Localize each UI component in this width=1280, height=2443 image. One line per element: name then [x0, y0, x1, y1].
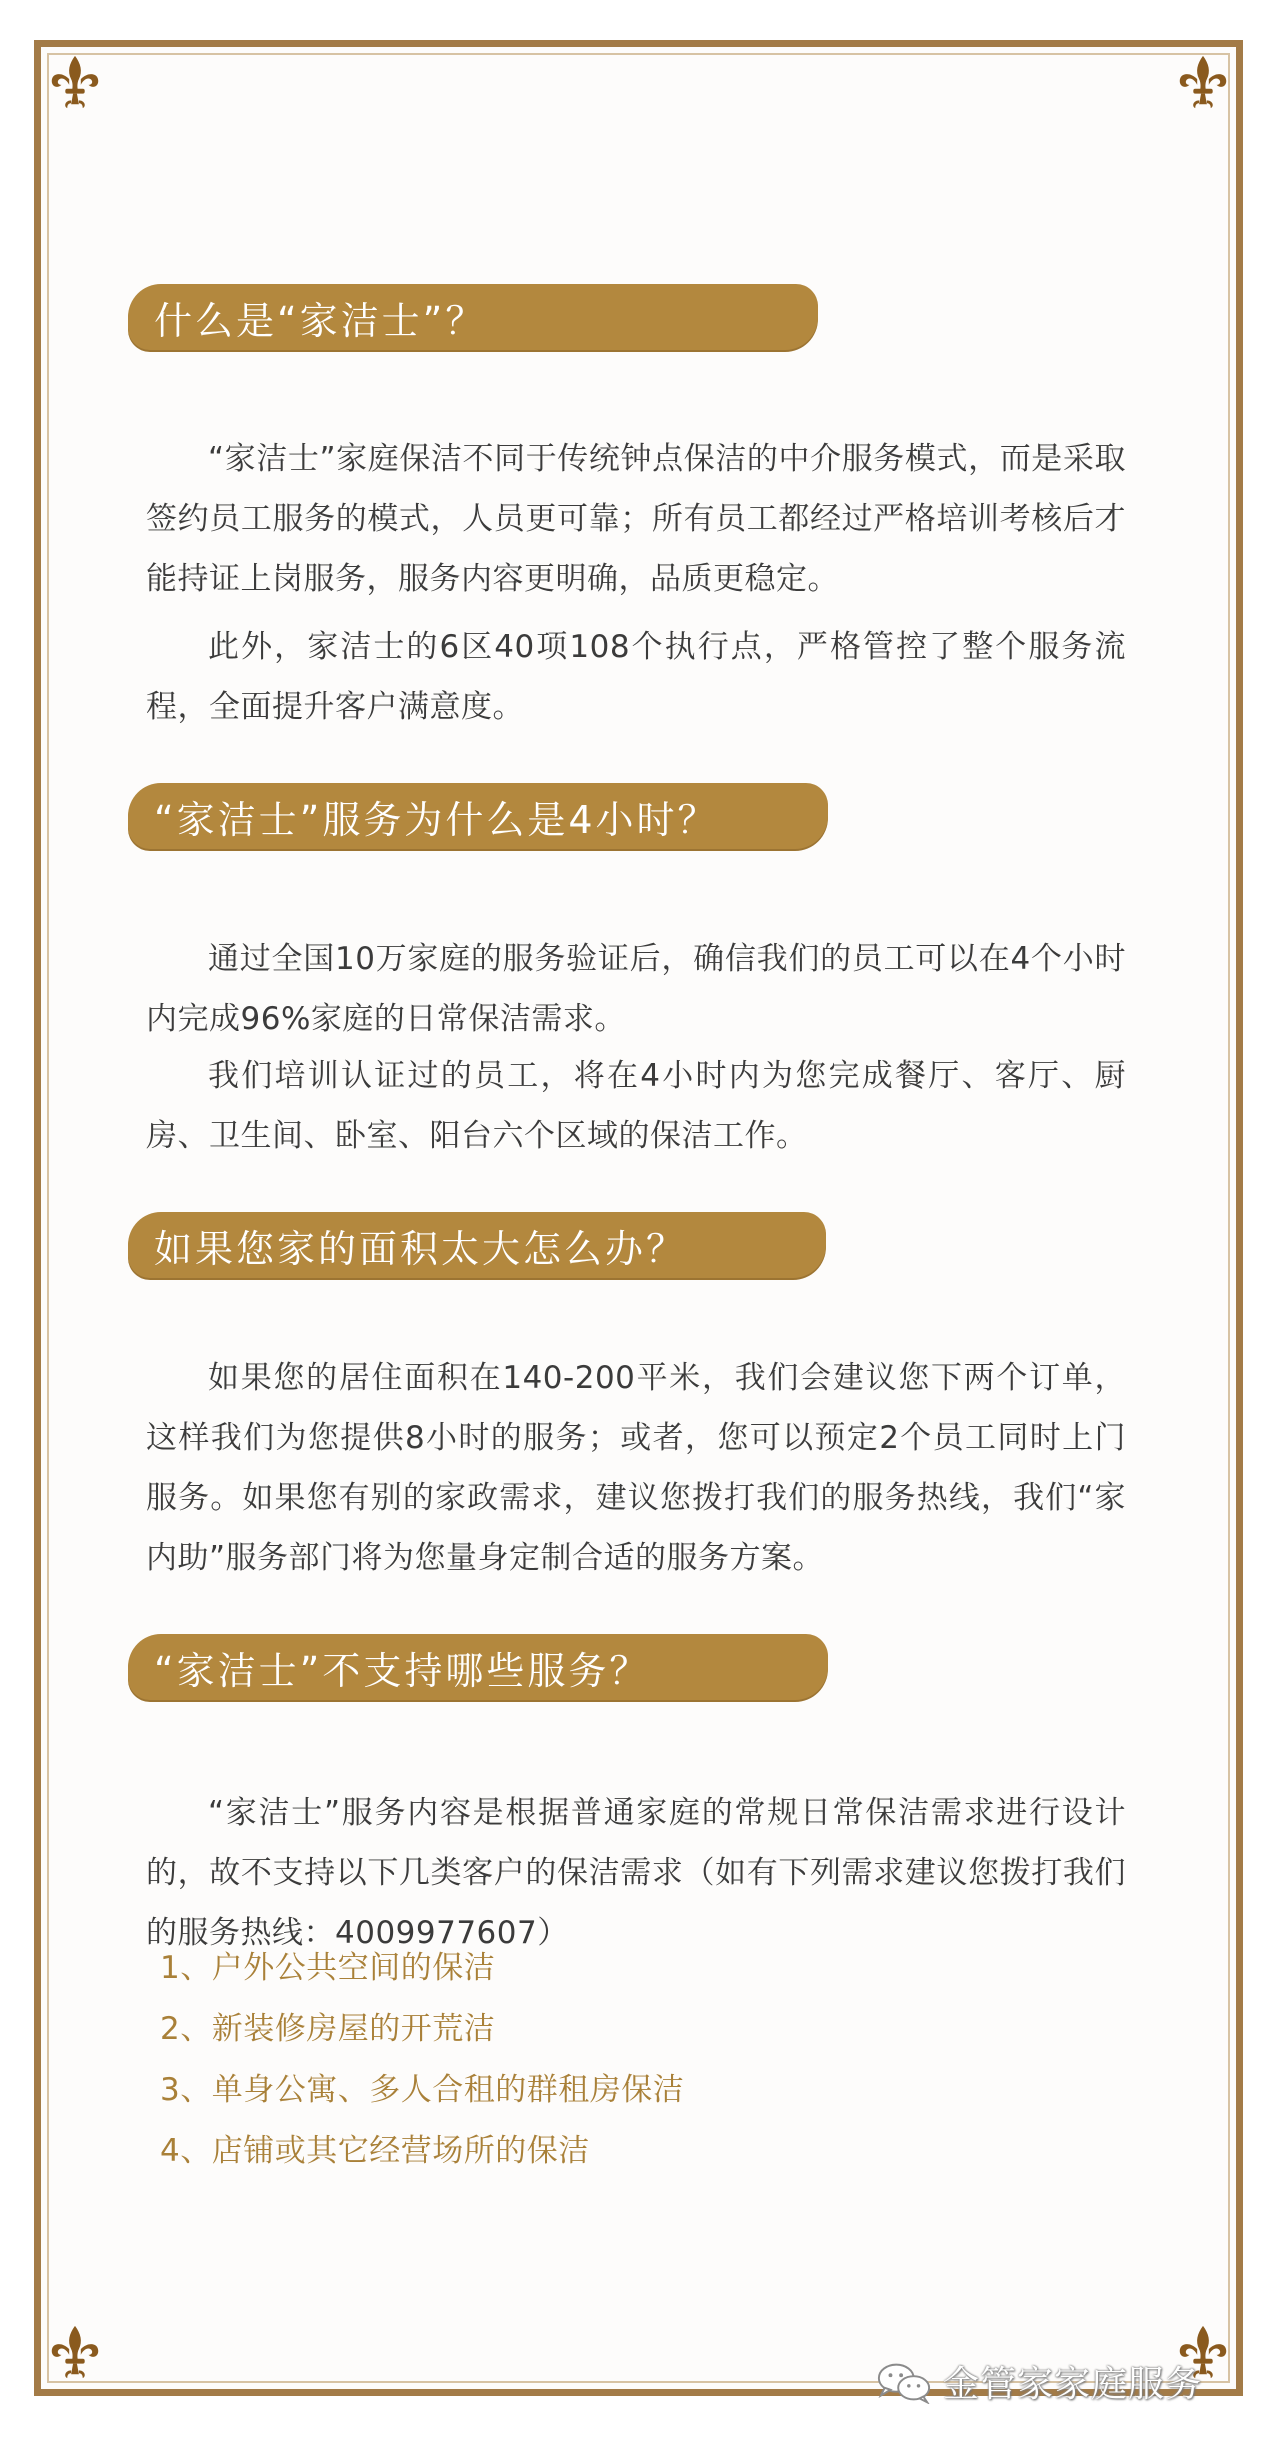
list-item: 4、店铺或其它经营场所的保洁	[160, 2133, 590, 2169]
watermark-text: 金管家家庭服务	[943, 2364, 1203, 2405]
section-paragraph: 通过全国10万家庭的服务验证后，确信我们的员工可以在4个小时内完成96%家庭的日常保洁需求。	[146, 941, 1126, 1037]
section-paragraph: 我们培训认证过的员工，将在4小时内为您完成餐厅、客厅、厨房、卫生间、卧室、阳台六个区域的保洁工作。	[146, 1058, 1126, 1154]
list-item: 2、新装修房屋的开荒洁	[160, 2011, 496, 2047]
section-heading-unsupported	[128, 1634, 828, 1700]
section-paragraph: “家洁士”服务内容是根据普通家庭的常规日常保洁需求进行设计的，故不支持以下几类客户的保洁需求（如有下列需求建议您拨打我们的服务热线：4009977607）	[146, 1795, 1126, 1951]
section-heading-text: 如果您家的面积太大怎么办？	[154, 1226, 688, 1271]
section-heading-text: 什么是“家洁士”？	[154, 298, 487, 343]
section-paragraph: 此外，家洁士的6区40项108个执行点，严格管控了整个服务流程，全面提升客户满意度。	[146, 629, 1126, 725]
list-item: 1、户外公共空间的保洁	[160, 1950, 496, 1986]
wechat-icon	[875, 2360, 933, 2404]
section-heading-text: “家洁士”不支持哪些服务？	[154, 1648, 651, 1693]
section-heading-what-is	[128, 284, 818, 350]
section-paragraph: 如果您的居住面积在140-200平米，我们会建议您下两个订单，这样我们为您提供8小时的服务；或者，您可以预定2个员工同时上门服务。如果您有别的家政需求，建议您拨打我们的服务热线，我们“家内助”服务部门将为您量身定制合适的服务方案。	[146, 1360, 1126, 1576]
fleur-de-lis-icon	[1172, 50, 1234, 112]
section-heading-text: “家洁士”服务为什么是4小时？	[154, 797, 719, 842]
section-heading-why-4-hours	[128, 783, 828, 849]
section-heading-large-area	[128, 1212, 826, 1278]
fleur-de-lis-icon	[44, 50, 106, 112]
unsupported-services-list	[160, 1938, 684, 2182]
fleur-de-lis-icon	[44, 2320, 106, 2382]
section-paragraph: “家洁士”家庭保洁不同于传统钟点保洁的中介服务模式，而是采取签约员工服务的模式，人员更可靠；所有员工都经过严格培训考核后才能持证上岗服务，服务内容更明确，品质更稳定。	[146, 441, 1126, 597]
list-item: 3、单身公寓、多人合租的群租房保洁	[160, 2072, 685, 2108]
watermark	[875, 2356, 1202, 2407]
